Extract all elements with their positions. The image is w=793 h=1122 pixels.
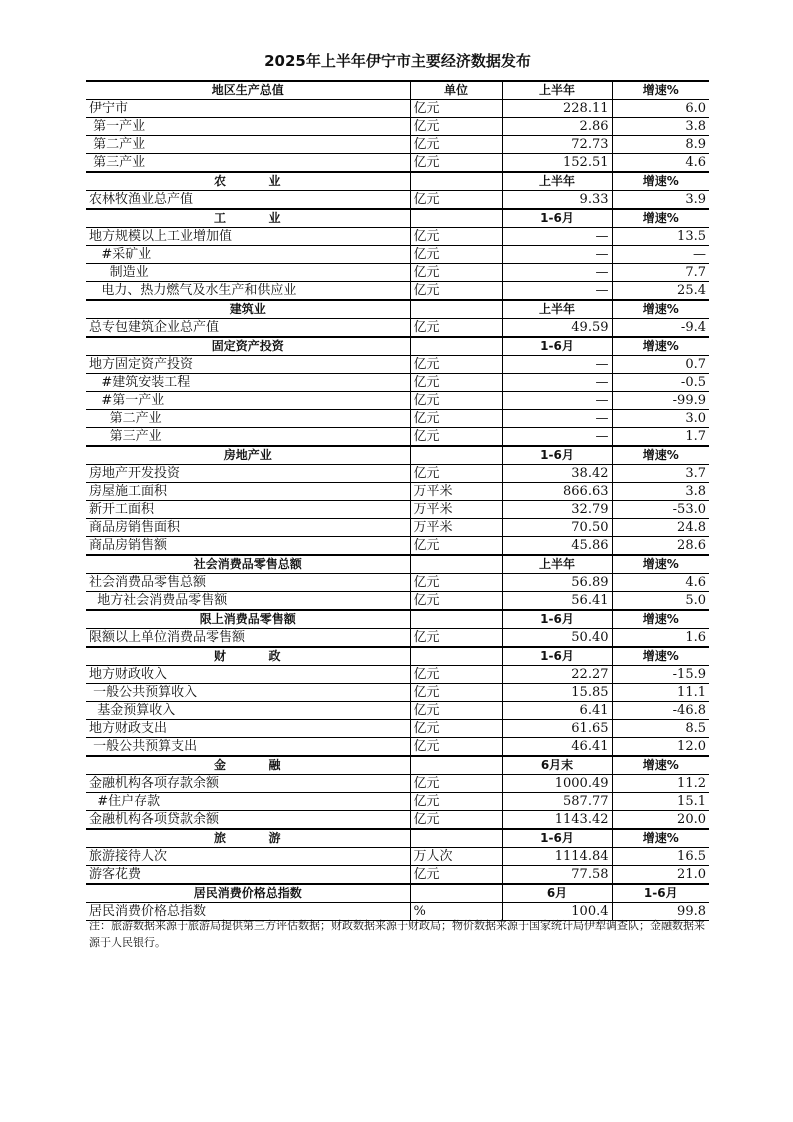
indicator-unit: 万平米 [410, 519, 502, 537]
indicator-name: 第二产业 [86, 410, 410, 428]
unit-header [410, 209, 502, 228]
footnote: 注：旅游数据来源于旅游局提供第三方评估数据；财政数据来源于财政局；物价数据来源于国家统计局伊犁调查队；金融数据来源于人民银行。 [89, 919, 705, 949]
indicator-name: #采矿业 [86, 246, 410, 264]
indicator-value: 1114.84 [502, 848, 612, 866]
section-header-row [86, 884, 709, 903]
indicator-name: 游客花费 [86, 866, 410, 885]
indicator-name: #建筑安装工程 [86, 374, 410, 392]
table-row [86, 811, 709, 830]
indicator-name: 制造业 [86, 264, 410, 282]
indicator-name: 地方财政收入 [86, 666, 410, 684]
period-header: 6月 [502, 884, 612, 903]
period-header: 1-6月 [502, 446, 612, 465]
indicator-unit: 亿元 [410, 136, 502, 154]
period-header: 1-6月 [502, 337, 612, 356]
rate-header: 增速% [642, 649, 679, 663]
indicator-name: 新开工面积 [86, 501, 410, 519]
indicator-value: 2.86 [502, 118, 612, 136]
indicator-unit: 亿元 [410, 228, 502, 246]
table-row [86, 154, 709, 173]
section-header-row [86, 209, 709, 228]
indicator-unit: 亿元 [410, 574, 502, 592]
indicator-rate: 1.6 [685, 630, 706, 645]
indicator-rate: 6.0 [685, 101, 706, 116]
indicator-unit: 亿元 [410, 410, 502, 428]
indicator-name: 一般公共预算支出 [86, 738, 410, 757]
indicator-name: 金融机构各项贷款余额 [86, 811, 410, 830]
indicator-value: 61.65 [502, 720, 612, 738]
table-row [86, 282, 709, 301]
indicator-unit: 万平米 [410, 501, 502, 519]
indicator-value: 22.27 [502, 666, 612, 684]
indicator-unit: 亿元 [410, 191, 502, 210]
unit-header [410, 555, 502, 574]
table-row [86, 392, 709, 410]
table-row [86, 866, 709, 885]
indicator-value: — [502, 282, 612, 301]
indicator-name: 房地产开发投资 [86, 465, 410, 483]
indicator-rate: 7.7 [685, 265, 706, 280]
rate-header: 增速% [642, 174, 679, 188]
rate-header: 增速% [642, 612, 679, 626]
table-row [86, 720, 709, 738]
table-row [86, 374, 709, 392]
indicator-name: 地方规模以上工业增加值 [86, 228, 410, 246]
indicator-rate: 16.5 [677, 849, 706, 864]
table-row [86, 666, 709, 684]
indicator-rate: 11.1 [677, 685, 706, 700]
table-row [86, 592, 709, 611]
indicator-rate: 8.5 [685, 721, 706, 736]
indicator-rate: -46.8 [672, 703, 706, 718]
indicator-value: 32.79 [502, 501, 612, 519]
indicator-value: — [502, 356, 612, 374]
indicator-value: 45.86 [502, 537, 612, 556]
section-header-row [86, 172, 709, 191]
period-header: 上半年 [502, 172, 612, 191]
table-row [86, 519, 709, 537]
indicator-value: 228.11 [502, 100, 612, 118]
indicator-unit: 亿元 [410, 118, 502, 136]
section-title: 财 政 [86, 647, 410, 666]
indicator-value: 100.4 [502, 903, 612, 921]
indicator-unit: 亿元 [410, 246, 502, 264]
indicator-value: — [502, 410, 612, 428]
section-header-row [86, 337, 709, 356]
indicator-unit: 亿元 [410, 374, 502, 392]
indicator-rate: 3.8 [685, 484, 706, 499]
page-title: 2025年上半年伊宁市主要经济数据发布 [264, 52, 531, 70]
indicator-rate: -0.5 [680, 375, 706, 390]
table-row [86, 483, 709, 501]
indicator-unit: 亿元 [410, 702, 502, 720]
unit-header [410, 172, 502, 191]
unit-header [410, 446, 502, 465]
indicator-name: #第一产业 [86, 392, 410, 410]
section-header-row [86, 647, 709, 666]
table-row [86, 702, 709, 720]
indicator-name: 地方社会消费品零售额 [86, 592, 410, 611]
section-header-row [86, 829, 709, 848]
indicator-unit: 亿元 [410, 720, 502, 738]
rate-header: 增速% [642, 339, 679, 353]
indicator-value: 49.59 [502, 319, 612, 338]
section-title: 工 业 [86, 209, 410, 228]
indicator-name: 社会消费品零售总额 [86, 574, 410, 592]
unit-header: 单位 [410, 81, 502, 100]
table-row [86, 775, 709, 793]
indicator-unit: 亿元 [410, 811, 502, 830]
indicator-rate: — [693, 247, 706, 262]
indicator-name: 农林牧渔业总产值 [86, 191, 410, 210]
table-row [86, 738, 709, 757]
section-header-row [86, 300, 709, 319]
table-row [86, 848, 709, 866]
indicator-unit: 亿元 [410, 428, 502, 447]
period-header: 上半年 [502, 81, 612, 100]
period-header: 上半年 [502, 555, 612, 574]
indicator-name: 金融机构各项存款余额 [86, 775, 410, 793]
table-row [86, 356, 709, 374]
indicator-unit: 万人次 [410, 848, 502, 866]
indicator-unit: 亿元 [410, 738, 502, 757]
indicator-rate: 3.9 [685, 192, 706, 207]
indicator-rate: 0.7 [685, 357, 706, 372]
period-header: 6月末 [502, 756, 612, 775]
table-row [86, 574, 709, 592]
table-row [86, 537, 709, 556]
indicator-value: — [502, 392, 612, 410]
indicator-rate: 11.2 [677, 776, 706, 791]
table-row [86, 684, 709, 702]
rate-header: 1-6月 [643, 886, 678, 900]
indicator-unit: 亿元 [410, 264, 502, 282]
unit-header [410, 337, 502, 356]
table-row [86, 246, 709, 264]
indicator-unit: 亿元 [410, 465, 502, 483]
indicator-value: 152.51 [502, 154, 612, 173]
indicator-name: 基金预算收入 [86, 702, 410, 720]
indicator-name: 地方财政支出 [86, 720, 410, 738]
indicator-value: — [502, 428, 612, 447]
indicator-unit: 亿元 [410, 793, 502, 811]
section-header-row [86, 756, 709, 775]
indicator-rate: -99.9 [672, 393, 706, 408]
indicator-value: 50.40 [502, 629, 612, 648]
unit-header [410, 884, 502, 903]
section-title: 农 业 [86, 172, 410, 191]
indicator-unit: 亿元 [410, 537, 502, 556]
rate-header: 增速% [642, 557, 679, 571]
indicator-name: 第一产业 [86, 118, 410, 136]
indicator-name: 地方固定资产投资 [86, 356, 410, 374]
indicator-unit: 亿元 [410, 866, 502, 885]
indicator-name: 居民消费价格总指数 [86, 903, 410, 921]
table-row [86, 465, 709, 483]
table-row [86, 100, 709, 118]
indicator-unit: 亿元 [410, 775, 502, 793]
indicator-rate: -9.4 [680, 320, 706, 335]
section-header-row [86, 610, 709, 629]
indicator-unit: 亿元 [410, 392, 502, 410]
section-title: 居民消费价格总指数 [86, 884, 410, 903]
table-row [86, 501, 709, 519]
rate-header: 增速% [642, 211, 679, 225]
table-row [86, 410, 709, 428]
indicator-rate: 4.6 [685, 575, 706, 590]
indicator-rate: 8.9 [685, 137, 706, 152]
table-row [86, 228, 709, 246]
indicator-rate: 3.8 [685, 119, 706, 134]
rate-header: 增速% [642, 302, 679, 316]
indicator-name: 商品房销售额 [86, 537, 410, 556]
indicator-unit: 万平米 [410, 483, 502, 501]
table-row [86, 428, 709, 447]
indicator-value: 1000.49 [502, 775, 612, 793]
indicator-rate: -53.0 [672, 502, 706, 517]
indicator-value: 6.41 [502, 702, 612, 720]
rate-header: 增速% [642, 83, 679, 97]
indicator-unit: 亿元 [410, 592, 502, 611]
indicator-name: 限额以上单位消费品零售额 [86, 629, 410, 648]
table-row [86, 136, 709, 154]
period-header: 1-6月 [502, 610, 612, 629]
indicator-unit: 亿元 [410, 684, 502, 702]
indicator-value: 72.73 [502, 136, 612, 154]
section-title: 建筑业 [86, 300, 410, 319]
section-header-row [86, 446, 709, 465]
table-row [86, 793, 709, 811]
indicator-unit: % [410, 903, 502, 921]
indicator-value: 1143.42 [502, 811, 612, 830]
indicator-name: 一般公共预算收入 [86, 684, 410, 702]
indicator-rate: 20.0 [677, 812, 706, 827]
indicator-rate: 3.7 [685, 466, 706, 481]
table-row [86, 118, 709, 136]
indicator-name: 第三产业 [86, 428, 410, 447]
indicator-value: 46.41 [502, 738, 612, 757]
indicator-value: 9.33 [502, 191, 612, 210]
indicator-rate: 1.7 [685, 429, 706, 444]
indicator-unit: 亿元 [410, 100, 502, 118]
table-row [86, 629, 709, 648]
indicator-name: 伊宁市 [86, 100, 410, 118]
unit-header [410, 610, 502, 629]
indicator-value: 70.50 [502, 519, 612, 537]
rate-header: 增速% [642, 758, 679, 772]
indicator-name: 第三产业 [86, 154, 410, 173]
indicator-unit: 亿元 [410, 629, 502, 648]
section-title: 地区生产总值 [86, 81, 410, 100]
indicator-rate: 28.6 [677, 538, 706, 553]
table-row [86, 264, 709, 282]
unit-header [410, 756, 502, 775]
indicator-value: 866.63 [502, 483, 612, 501]
indicator-value: 77.58 [502, 866, 612, 885]
indicator-rate: 24.8 [677, 520, 706, 535]
indicator-value: 56.89 [502, 574, 612, 592]
indicator-rate: 21.0 [677, 867, 706, 882]
indicator-unit: 亿元 [410, 154, 502, 173]
indicator-rate: 15.1 [677, 794, 706, 809]
indicator-name: 旅游接待人次 [86, 848, 410, 866]
section-title: 金 融 [86, 756, 410, 775]
indicator-rate: 5.0 [685, 593, 706, 608]
indicator-unit: 亿元 [410, 666, 502, 684]
period-header: 1-6月 [502, 647, 612, 666]
indicator-name: 总专包建筑企业总产值 [86, 319, 410, 338]
period-header: 1-6月 [502, 829, 612, 848]
indicator-unit: 亿元 [410, 282, 502, 301]
indicator-name: 商品房销售面积 [86, 519, 410, 537]
section-title: 限上消费品零售额 [86, 610, 410, 629]
indicator-value: 15.85 [502, 684, 612, 702]
indicator-rate: 99.8 [677, 904, 706, 919]
section-header-row [86, 555, 709, 574]
indicator-unit: 亿元 [410, 319, 502, 338]
indicator-rate: 3.0 [685, 411, 706, 426]
indicator-value: — [502, 228, 612, 246]
section-title: 房地产业 [86, 446, 410, 465]
indicator-rate: 4.6 [685, 155, 706, 170]
table-row [86, 319, 709, 338]
indicator-rate: 12.0 [677, 739, 706, 754]
section-header-row [86, 81, 709, 100]
unit-header [410, 647, 502, 666]
table-row [86, 191, 709, 210]
indicator-value: 38.42 [502, 465, 612, 483]
indicator-value: — [502, 246, 612, 264]
unit-header [410, 829, 502, 848]
indicator-value: 56.41 [502, 592, 612, 611]
unit-header [410, 300, 502, 319]
indicator-name: 房屋施工面积 [86, 483, 410, 501]
period-header: 1-6月 [502, 209, 612, 228]
rate-header: 增速% [642, 831, 679, 845]
section-title: 固定资产投资 [86, 337, 410, 356]
indicator-name: 第二产业 [86, 136, 410, 154]
indicator-value: — [502, 264, 612, 282]
period-header: 上半年 [502, 300, 612, 319]
indicator-rate: 25.4 [677, 283, 706, 298]
section-title: 社会消费品零售总额 [86, 555, 410, 574]
indicator-value: 587.77 [502, 793, 612, 811]
indicator-rate: -15.9 [672, 667, 706, 682]
rate-header: 增速% [642, 448, 679, 462]
section-title: 旅 游 [86, 829, 410, 848]
indicator-name: 电力、热力燃气及水生产和供应业 [86, 282, 410, 301]
indicator-name: #住户存款 [86, 793, 410, 811]
indicator-value: — [502, 374, 612, 392]
indicator-unit: 亿元 [410, 356, 502, 374]
indicator-rate: 13.5 [677, 229, 706, 244]
economic-data-table [86, 80, 709, 921]
